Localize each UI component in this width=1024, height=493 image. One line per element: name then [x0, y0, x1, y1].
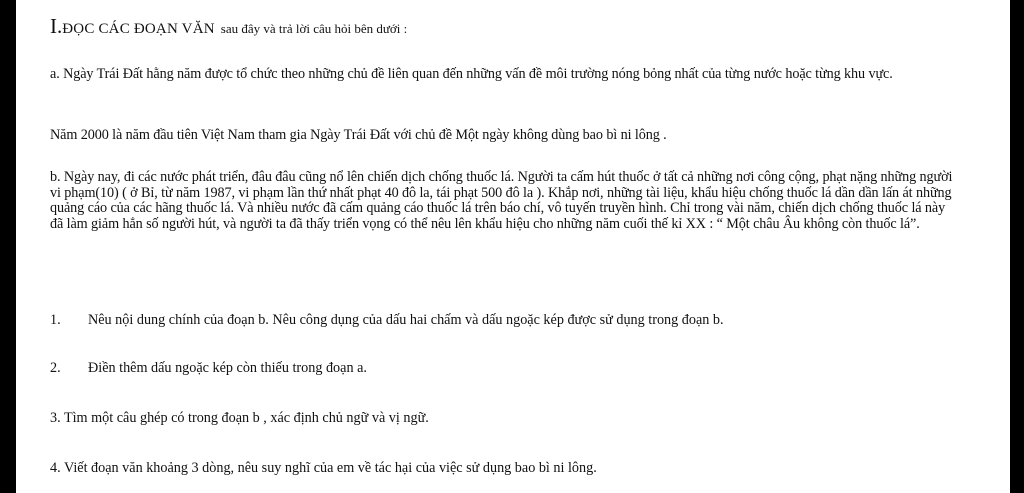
section-heading [50, 14, 407, 39]
heading-number: I. [50, 14, 63, 38]
paragraph-a: a. Ngày Trái Đất hằng năm được tổ chức theo những chủ đề liên quan đến những vấn đề môi trường nóng bỏng nhất của từng nước hoặc từng khu vực. [50, 66, 893, 82]
paragraph-b: b. Ngày nay, đi các nước phát triển, đâu đâu cũng nổ lên chiến dịch chống thuốc lá. Người ta cấm hút thuốc ở tất cả những nơi công cộng, phạt nặng những người vi phạm(10) ( ở Bỉ, từ năm 1987, vi phạm lần thứ nhất phạt 40 đô la, tái phạt 500 đô la ). Khắp nơi, những tài liệu, khẩu hiệu chống thuốc lá dần dần lấn át những quảng cáo của các hãng thuốc lá. Và nhiều nước đã cấm quảng cáo thuốc lá trên báo chí, vô tuyến truyền hình. Chỉ trong vài năm, chiến dịch chống thuốc lá này đã làm giảm hẳn số người hút, và người ta đã thấy triển vọng có thể nêu lên khẩu hiệu cho những năm cuối thế kỉ XX : “ Một châu Âu không còn thuốc lá”. [50, 169, 953, 232]
question-4 [50, 460, 597, 477]
heading-title: ĐỌC CÁC ĐOẠN VĂN [62, 21, 215, 37]
question-text: Điền thêm dấu ngoặc kép còn thiếu trong đoạn a. [88, 360, 367, 376]
question-number: 4. [50, 460, 61, 476]
heading-instruction: sau đây và trả lời câu hỏi bên dưới : [220, 21, 408, 36]
question-2 [50, 360, 367, 377]
question-number: 1. [50, 312, 61, 328]
question-3 [50, 410, 429, 427]
question-text: Tìm một câu ghép có trong đoạn b , xác định chủ ngữ và vị ngữ. [63, 410, 429, 426]
paragraph-a-year-2000: Năm 2000 là năm đầu tiên Việt Nam tham gia Ngày Trái Đất với chủ đề Một ngày không dùng bao bì ni lông . [50, 127, 667, 143]
question-text: Nêu nội dung chính của đoạn b. Nêu công dụng của dấu hai chấm và dấu ngoặc kép được sử dụng trong đoạn b. [88, 312, 724, 328]
document-page [16, 0, 1010, 493]
question-number: 3. [50, 410, 61, 426]
question-number: 2. [50, 360, 61, 376]
question-text: Viết đoạn văn khoảng 3 dòng, nêu suy nghĩ của em về tác hại của việc sử dụng bao bì ni lông. [63, 460, 597, 476]
question-1 [50, 312, 724, 329]
